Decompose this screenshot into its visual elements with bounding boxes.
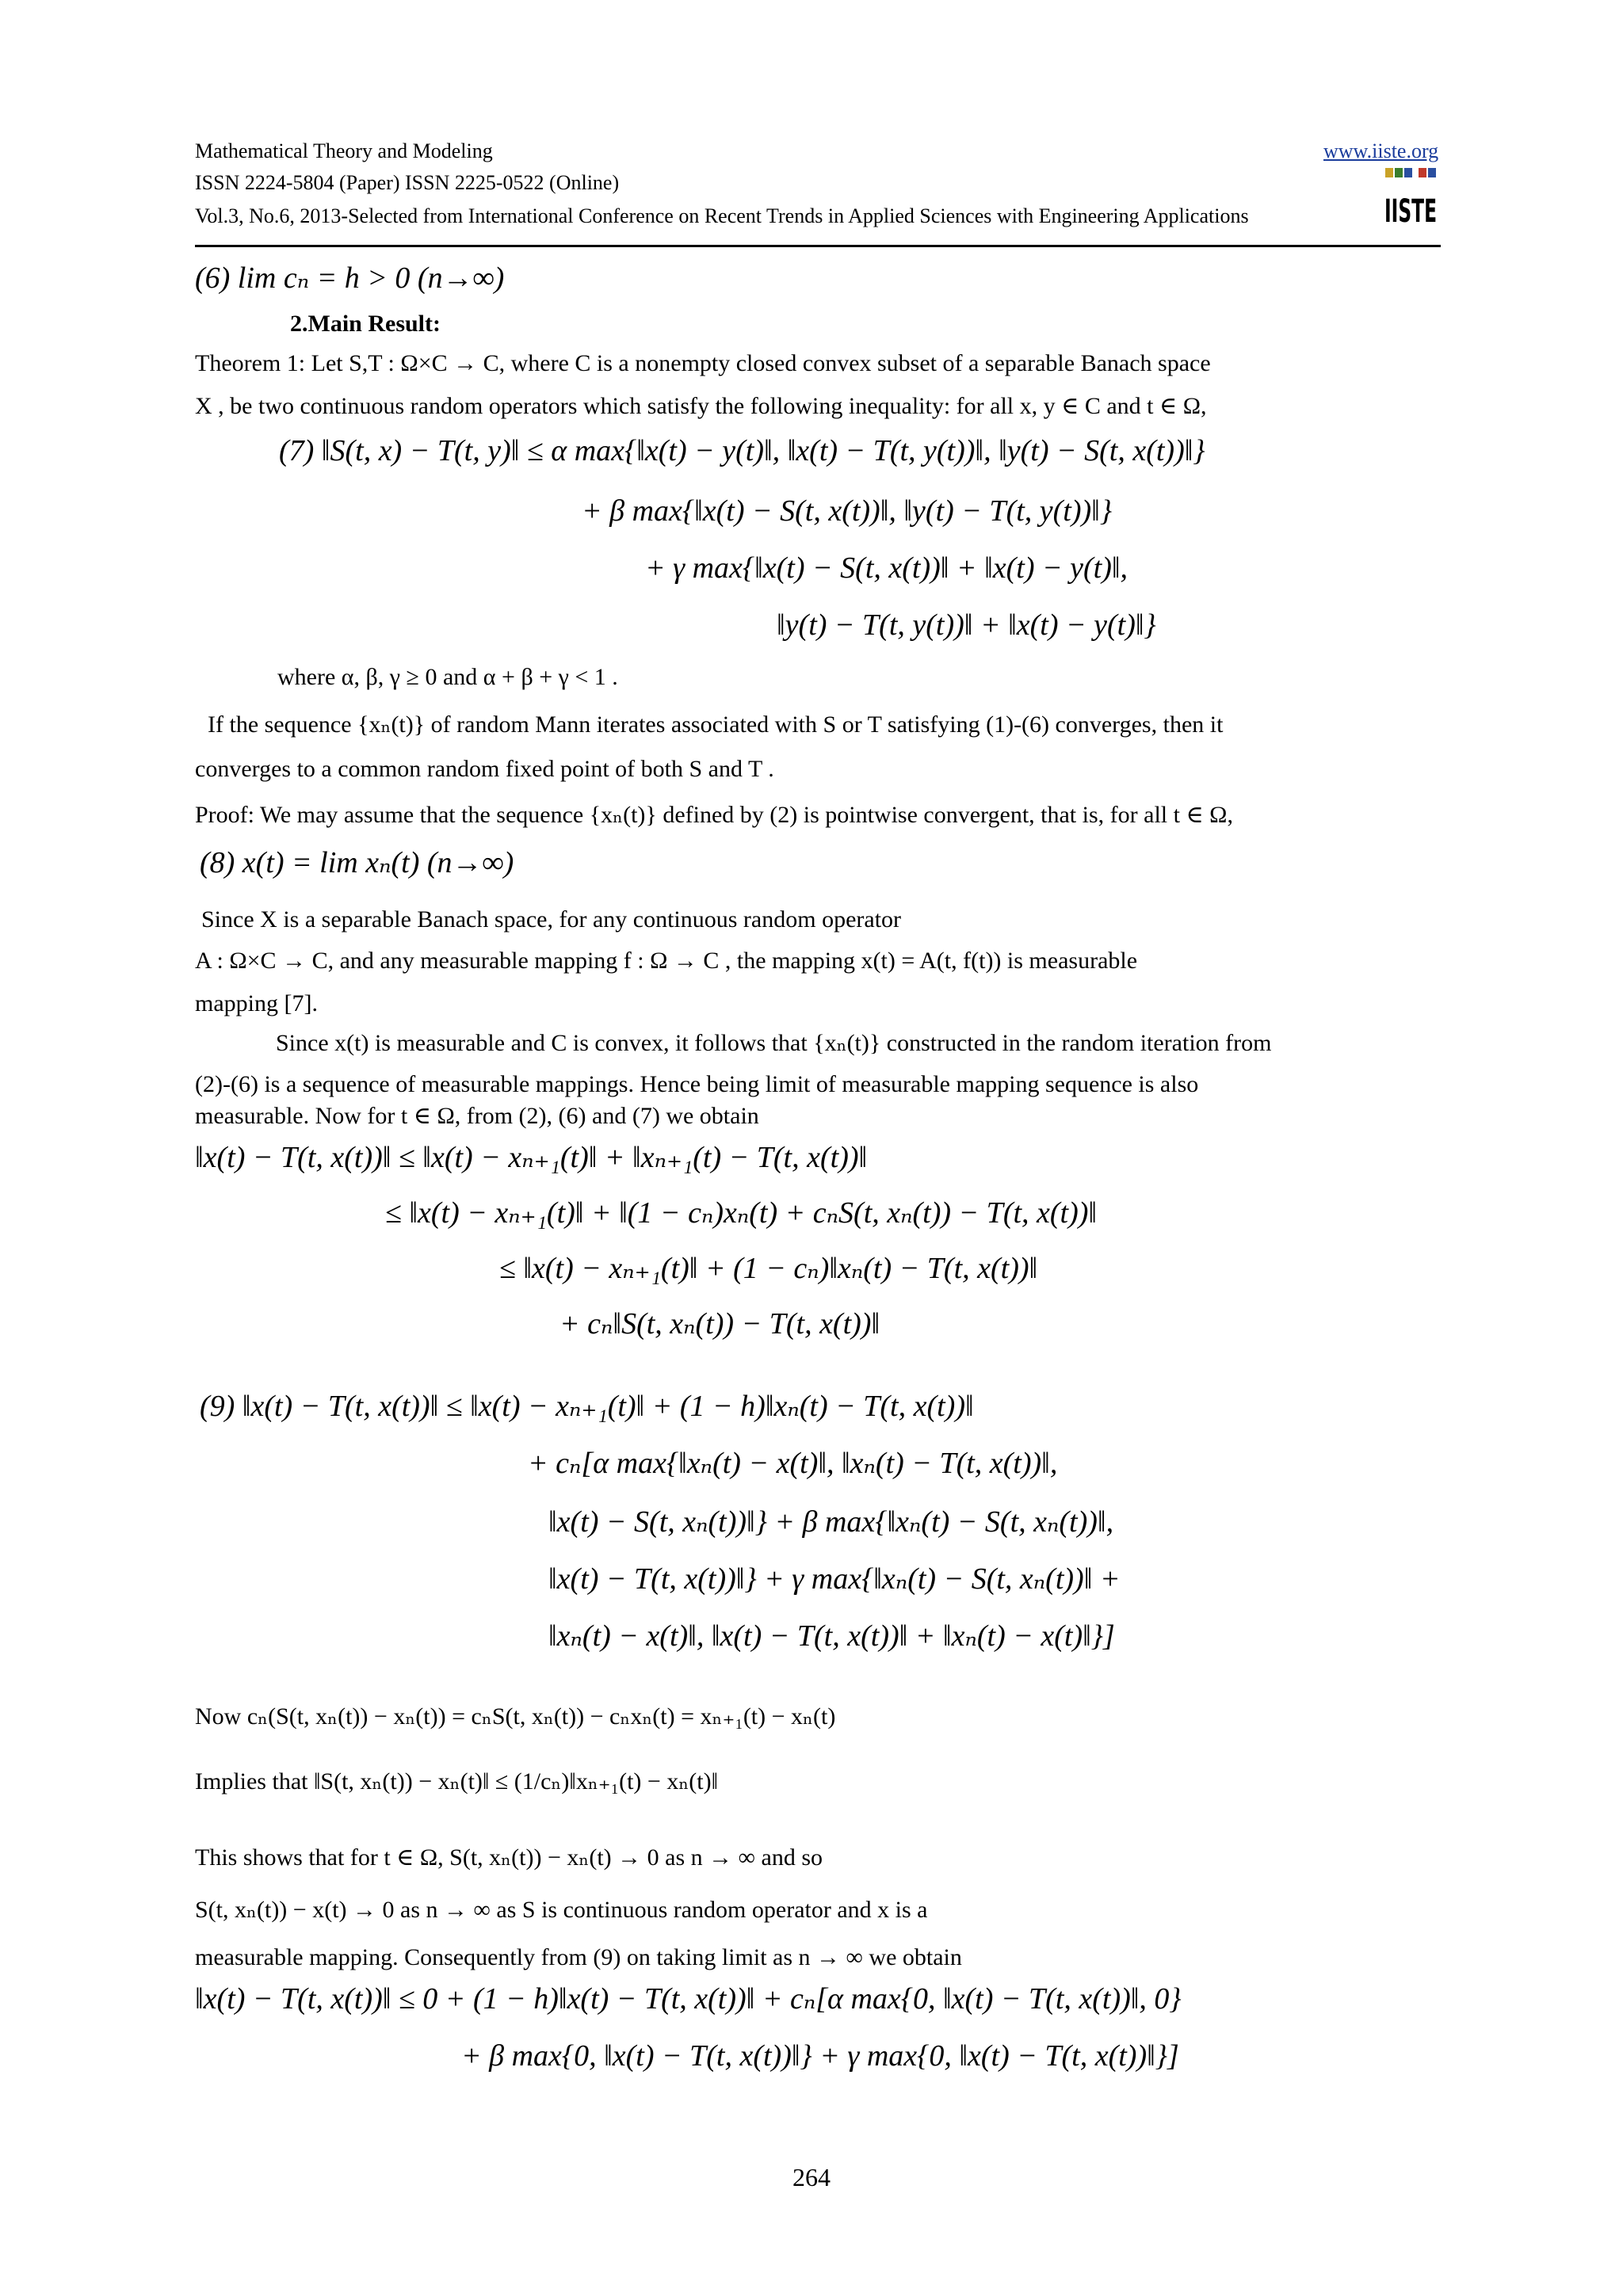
theorem-1-text: X , be two continuous random operators which satisfy the following inequality: for all x, y ∈ C and t ∈ Ω, <box>195 393 1207 419</box>
section-heading-main-result: 2.Main Result: <box>290 311 441 337</box>
eq-7-line-1: (7) ‖S(t, x) − T(t, y)‖ ≤ α max{‖x(t) − y(t)‖, ‖x(t) − T(t, y(t))‖, ‖y(t) − S(t, x(t))‖} <box>279 434 1205 467</box>
eq-9-line-3: ‖x(t) − S(t, xₙ(t))‖} + β max{‖xₙ(t) − S(t, xₙ(t))‖, <box>548 1505 1114 1539</box>
proof-start: Proof: We may assume that the sequence {xₙ(t)} defined by (2) is pointwise convergent, that is, for all t ∈ Ω, <box>195 802 1233 828</box>
eq-7-line-3: + γ max{‖x(t) − S(t, x(t))‖ + ‖x(t) − y(t)‖, <box>645 551 1128 585</box>
theorem-1-conclusion-cont: converges to a common random fixed point of both S and T . <box>195 756 774 782</box>
svg-text:IISTE: IISTE <box>1384 193 1437 230</box>
implies-inequality: Implies that ‖S(t, xₙ(t)) − xₙ(t)‖ ≤ (1/cₙ)‖xₙ₊₁(t) − xₙ(t)‖ <box>195 1768 719 1794</box>
theorem-1-conclusion: If the sequence {xₙ(t)} of random Mann iterates associated with S or T satisfying (1)-(6) converges, then it <box>208 711 1224 738</box>
eq-9-line-5: ‖xₙ(t) − x(t)‖, ‖x(t) − T(t, x(t))‖ + ‖xₙ(t) − x(t)‖}] <box>548 1619 1115 1653</box>
derivation-line-1: ‖x(t) − T(t, x(t))‖ ≤ ‖x(t) − xₙ₊₁(t)‖ + ‖xₙ₊₁(t) − T(t, x(t))‖ <box>195 1141 868 1174</box>
theorem-1-statement: Theorem 1: Let S,T : Ω×C → C, where C is a nonempty closed convex subset of a separable Banach space <box>195 350 1211 376</box>
limit-line-1: ‖x(t) − T(t, x(t))‖ ≤ 0 + (1 − h)‖x(t) − T(t, x(t))‖ + cₙ[α max{0, ‖x(t) − T(t, x(t))‖, 0} <box>195 1982 1182 2016</box>
volume-line: Vol.3, No.6, 2013-Selected from International Conference on Recent Trends in Applied Sciences with Engineering Applications <box>195 204 1249 227</box>
eq-9-line-4: ‖x(t) − T(t, x(t))‖} + γ max{‖xₙ(t) − S(t, xₙ(t))‖ + <box>548 1562 1121 1596</box>
eq-7-line-2: + β max{‖x(t) − S(t, x(t))‖, ‖y(t) − T(t, y(t))‖} <box>582 494 1113 528</box>
derivation-line-4: + cₙ‖S(t, xₙ(t)) − T(t, x(t))‖ <box>559 1307 880 1341</box>
eq-7-line-4: ‖y(t) − T(t, y(t))‖ + ‖x(t) − y(t)‖} <box>777 608 1156 642</box>
iiste-logo-icon <box>1382 166 1439 228</box>
page-number: 264 <box>792 2163 831 2191</box>
eq-7-condition: where α, β, γ ≥ 0 and α + β + γ < 1 . <box>277 664 618 690</box>
proof-para-2-cont: (2)-(6) is a sequence of measurable mappings. Hence being limit of measurable mapping sequence is also <box>195 1071 1199 1097</box>
eq-8: (8) x(t) = lim xₙ(t) (n→∞) <box>200 846 514 879</box>
eq-9-line-2: + cₙ[α max{‖xₙ(t) − x(t)‖, ‖xₙ(t) − T(t, x(t))‖, <box>528 1447 1058 1480</box>
proof-para-2-end: measurable. Now for t ∈ Ω, from (2), (6) and (7) we obtain <box>195 1103 759 1129</box>
now-equation: Now cₙ(S(t, xₙ(t)) − xₙ(t)) = cₙS(t, xₙ(t)) − cₙxₙ(t) = xₙ₊₁(t) − xₙ(t) <box>195 1703 836 1730</box>
journal-url-link[interactable]: www.iiste.org <box>1323 139 1439 162</box>
proof-para-3: This shows that for t ∈ Ω, S(t, xₙ(t)) − xₙ(t) → 0 as n → ∞ and so <box>195 1844 823 1871</box>
proof-para-1: Since X is a separable Banach space, for any continuous random operator <box>201 906 902 933</box>
eq-9-line-1: (9) ‖x(t) − T(t, x(t))‖ ≤ ‖x(t) − xₙ₊₁(t)‖ + (1 − h)‖xₙ(t) − T(t, x(t))‖ <box>200 1390 974 1423</box>
limit-line-2: + β max{0, ‖x(t) − T(t, x(t))‖} + γ max{0, ‖x(t) − T(t, x(t))‖}] <box>461 2039 1179 2073</box>
derivation-line-3: ≤ ‖x(t) − xₙ₊₁(t)‖ + (1 − cₙ)‖xₙ(t) − T(t, x(t))‖ <box>499 1252 1038 1285</box>
eq-6: (6) lim cₙ = h > 0 (n→∞) <box>195 261 505 295</box>
proof-para-3-end: measurable mapping. Consequently from (9) on taking limit as n → ∞ we obtain <box>195 1944 962 1970</box>
proof-para-3-cont: S(t, xₙ(t)) − x(t) → 0 as n → ∞ as S is continuous random operator and x is a <box>195 1897 928 1923</box>
proof-para-1-end: mapping [7]. <box>195 990 318 1016</box>
issn-line: ISSN 2224-5804 (Paper) ISSN 2225-0522 (Online) <box>195 171 620 194</box>
header-rule <box>195 245 1441 247</box>
derivation-line-2: ≤ ‖x(t) − xₙ₊₁(t)‖ + ‖(1 − cₙ)xₙ(t) + cₙS(t, xₙ(t)) − T(t, x(t))‖ <box>385 1196 1098 1230</box>
journal-title: Mathematical Theory and Modeling <box>195 139 493 162</box>
proof-para-1-cont: A : Ω×C → C, and any measurable mapping f : Ω → C , the mapping x(t) = A(t, f(t)) is measurable <box>195 948 1138 974</box>
proof-para-2: Since x(t) is measurable and C is convex, it follows that {xₙ(t)} constructed in the random iteration from <box>276 1030 1272 1056</box>
